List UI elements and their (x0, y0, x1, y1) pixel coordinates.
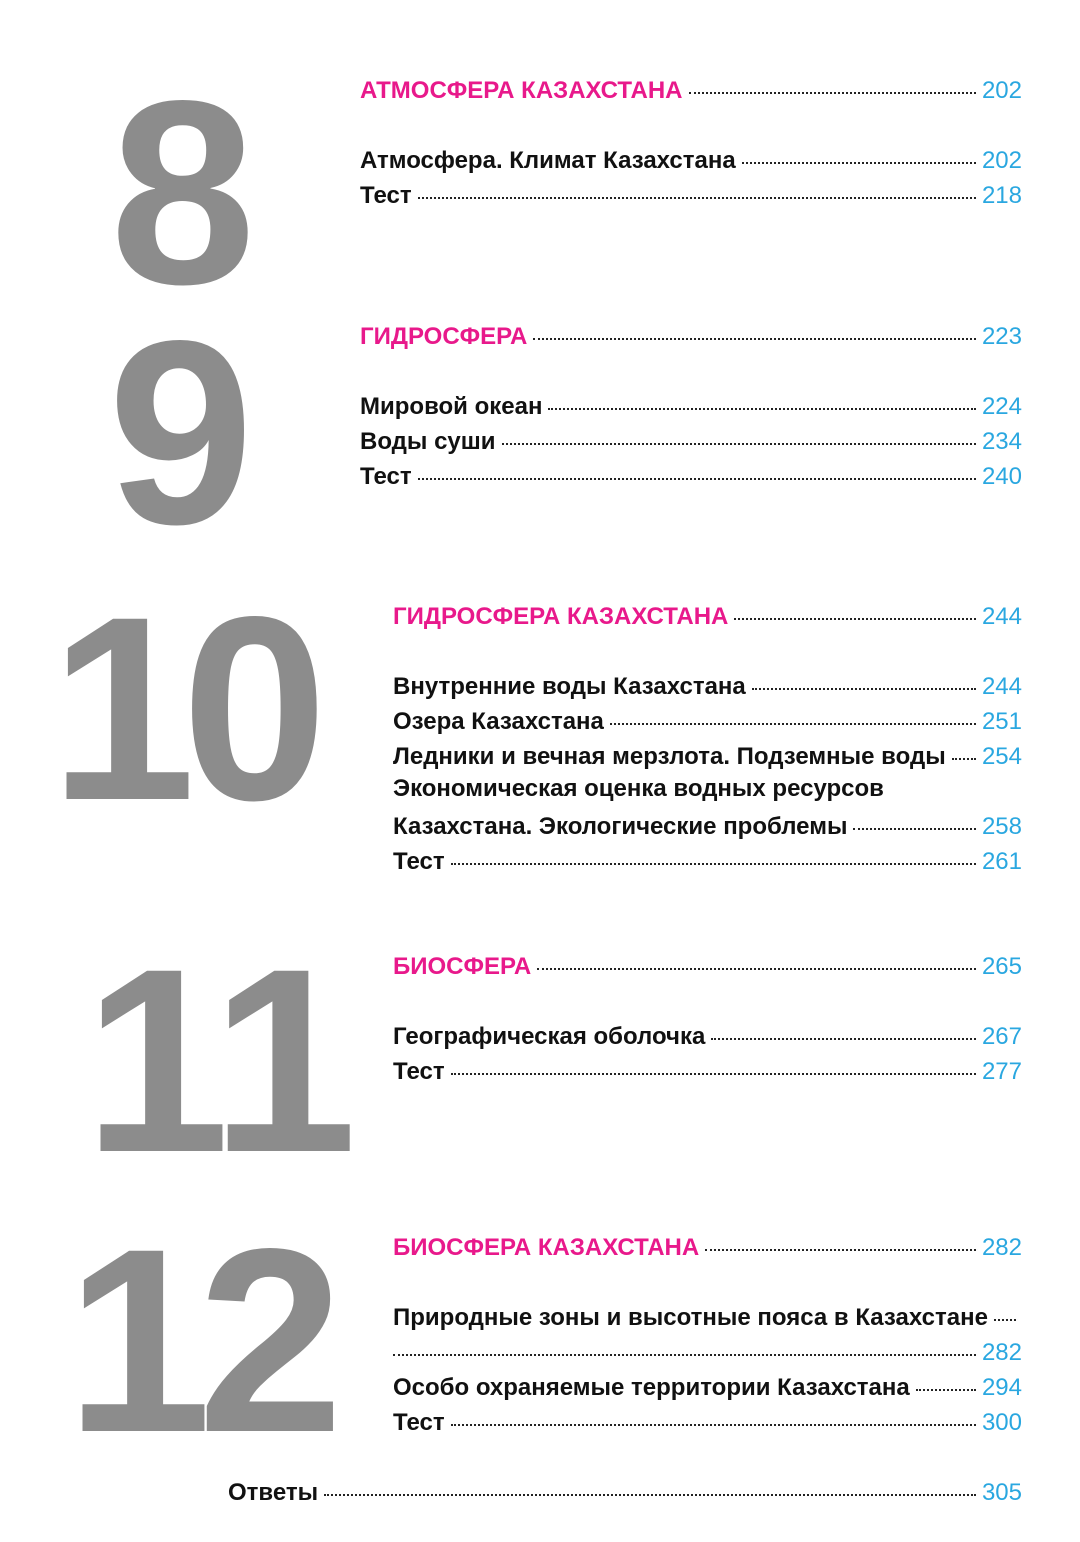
toc-entry-title: Тест (360, 463, 412, 490)
toc-entry-title: Экономическая оценка водных ресурсов (393, 775, 884, 802)
toc-page-number: 294 (981, 1374, 1022, 1401)
toc-entry-title: Озера Казахстана (393, 708, 604, 735)
toc-heading-title: БИОСФЕРА (393, 953, 532, 980)
toc-page-number: 305 (981, 1479, 1022, 1506)
leader-dots (324, 1476, 976, 1500)
toc-entry-answers[interactable] (228, 1476, 1022, 1511)
toc-entry-title: Географическая оболочка (393, 1023, 706, 1050)
toc-entry-title: Внутренние воды Казахстана (393, 673, 746, 700)
toc-entry-title: Особо охраняемые территории Казахстана (393, 1374, 910, 1401)
chapter-number: 8 (110, 46, 242, 339)
toc-page-number: 282 (981, 1234, 1022, 1261)
toc-heading-title: ГИДРОСФЕРА КАЗАХСТАНА (393, 603, 729, 630)
toc-page-number: 244 (981, 673, 1022, 700)
chapter-number: 9 (108, 286, 240, 579)
toc-entry-title: Природные зоны и высотные пояса в Казахстане (393, 1304, 988, 1331)
toc-page-number: 282 (981, 1339, 1022, 1366)
chapter-number: 11 (84, 914, 353, 1207)
toc-page-number: 240 (981, 463, 1022, 490)
toc-page-number: 254 (981, 743, 1022, 770)
toc-page-number: 300 (981, 1409, 1022, 1436)
toc-page-number: 244 (981, 603, 1022, 630)
toc-heading-title: ГИДРОСФЕРА (360, 323, 528, 350)
toc-entry-title: Воды суши (360, 428, 496, 455)
toc-entry-title: Атмосфера. Климат Казахстана (360, 147, 736, 174)
chapter-number: 12 (66, 1194, 330, 1487)
toc-page-number: 218 (981, 182, 1022, 209)
chapter-number: 10 (50, 562, 314, 855)
toc-entry-title: Ледники и вечная мерзлота. Подземные воды (393, 743, 946, 770)
toc-heading-title: БИОСФЕРА КАЗАХСТАНА (393, 1234, 700, 1261)
toc-entry-title: Тест (393, 1058, 445, 1085)
toc-page-number: 277 (981, 1058, 1022, 1085)
toc-page-number: 265 (981, 953, 1022, 980)
toc-page-number: 251 (981, 708, 1022, 735)
toc-heading-title: АТМОСФЕРА КАЗАХСТАНА (360, 77, 683, 104)
toc-page-number: 202 (981, 147, 1022, 174)
toc-page-number: 258 (981, 813, 1022, 840)
toc-entry-title: Тест (393, 848, 445, 875)
toc-page-number: 223 (981, 323, 1022, 350)
toc-page-number: 234 (981, 428, 1022, 455)
toc-page-number: 261 (981, 848, 1022, 875)
toc-page-number: 267 (981, 1023, 1022, 1050)
toc-entry-title: Тест (393, 1409, 445, 1436)
toc-entry-title: Тест (360, 182, 412, 209)
toc-page-number: 224 (981, 393, 1022, 420)
toc-entry-title: Мировой океан (360, 393, 543, 420)
toc-entry-title: Ответы (228, 1479, 319, 1506)
toc-entry-title: Казахстана. Экологические проблемы (393, 813, 848, 840)
toc-page-number: 202 (981, 77, 1022, 104)
